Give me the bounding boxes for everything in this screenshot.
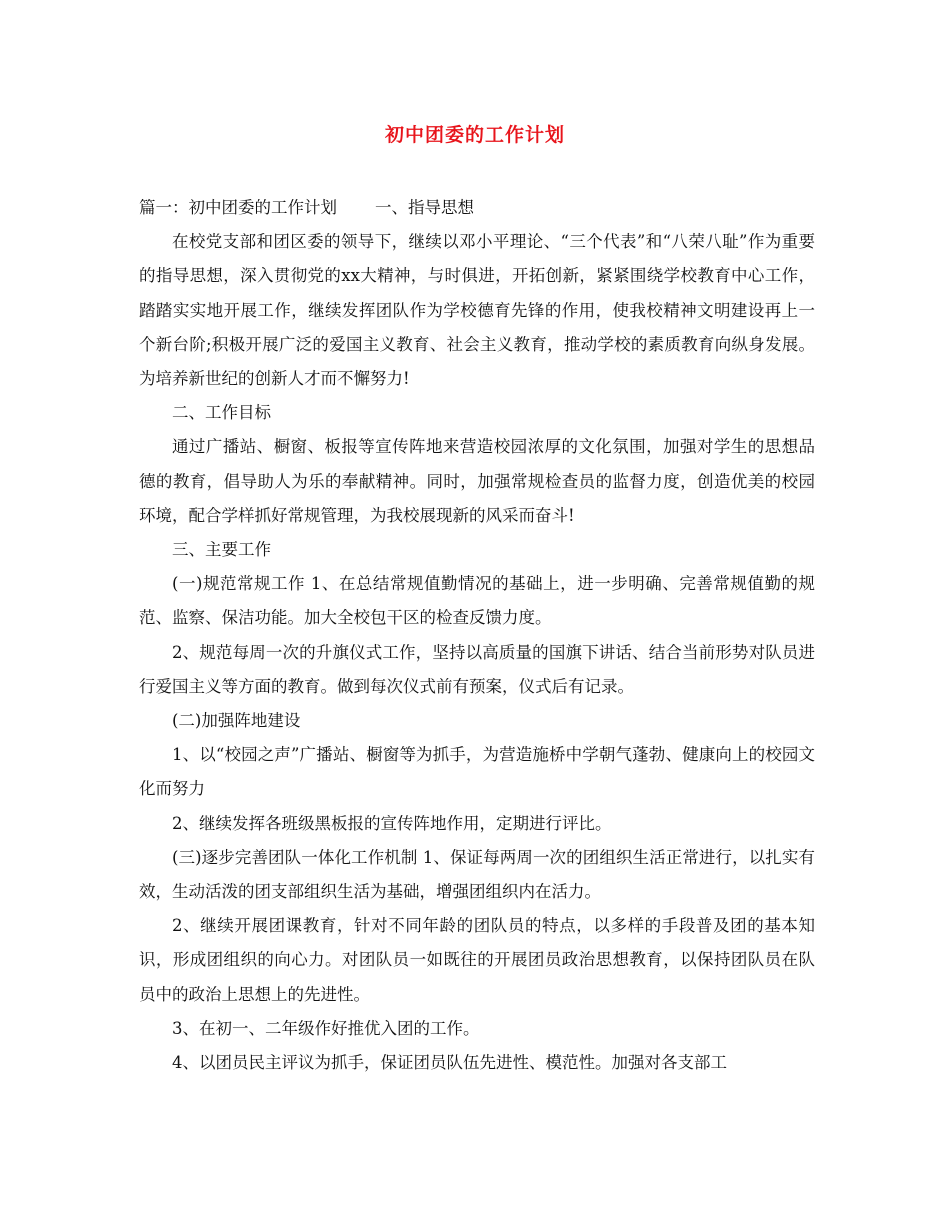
paragraph-league-education: 2、继续开展团课教育，针对不同年龄的团队员的特点，以多样的手段普及团的基本知识，形成团组织的向心力。对团队员一如既往的开展团员政治思想教育，以保持团队员在队员中的政治上思想上的先进性。 [139, 916, 815, 1004]
section-heading-guiding-ideology: 一、指导思想 [375, 198, 474, 217]
paragraph-work-goals: 通过广播站、橱窗、板报等宣传阵地来营造校园浓厚的文化氛围，加强对学生的思想品德的教育，倡导助人为乐的奉献精神。同时，加强常规检查员的监督力度，创造优美的校园环境，配合学样抓好常规管理，为我校展现新的风采而奋斗! [139, 437, 815, 525]
first-line [139, 191, 815, 225]
subheading-position-building: (二)加强阵地建设 [172, 711, 301, 731]
document-body [139, 191, 815, 1080]
paragraph-flag-ceremony: 2、规范每周一次的升旗仪式工作，坚持以高质量的国旗下讲话、结合当前形势对队员进行爱国主义等方面的教育。做到每次仪式前有预案，仪式后有记录。 [139, 642, 815, 696]
paragraph-broadcast-station: 1、以“校园之声”广播站、橱窗等为抓手，为营造施桥中学朝气蓬勃、健康向上的校园文化而努力 [139, 745, 815, 799]
paragraph-democratic-review: 4、以团员民主评议为抓手，保证团员队伍先进性、模范性。加强对各支部工 [172, 1053, 727, 1073]
section-heading-work-goals: 二、工作目标 [172, 403, 271, 423]
paragraph-recommendation: 3、在初一、二年级作好推优入团的工作。 [172, 1018, 480, 1038]
paragraph-integration-mechanism: (三)逐步完善团队一体化工作机制 1、保证每两周一次的团组织生活正常进行，以扎实有效，生动活泼的团支部组织生活为基础，增强团组织内在活力。 [139, 847, 815, 902]
paragraph-routine-work: (一)规范常规工作 1、在总结常规值勤情况的基础上，进一步明确、完善常规值勤的规范、监察、保洁功能。加大全校包干区的检查反馈力度。 [139, 574, 815, 628]
part-label: 篇一：初中团委的工作计划 [139, 198, 337, 217]
paragraph-guiding-ideology: 在校党支部和团区委的领导下，继续以邓小平理论、“三个代表”和“八荣八耻”作为重要的指导思想，深入贯彻党的xx大精神，与时俱进，开拓创新，紧紧围绕学校教育中心工作，踏踏实实地开展工作，继续发挥团队作为学校德育先锋的作用，使我校精神文明建设再上一个新台阶;积极开展广泛的爱国主义教育、社会主义教育，推动学校的素质教育向纵身发展。为培养新世纪的创新人才而不懈努力! [139, 232, 815, 389]
section-heading-main-work: 三、主要工作 [172, 540, 271, 560]
paragraph-blackboard: 2、继续发挥各班级黑板报的宣传阵地作用，定期进行评比。 [172, 813, 612, 833]
document-title: 初中团委的工作计划 [384, 124, 565, 146]
